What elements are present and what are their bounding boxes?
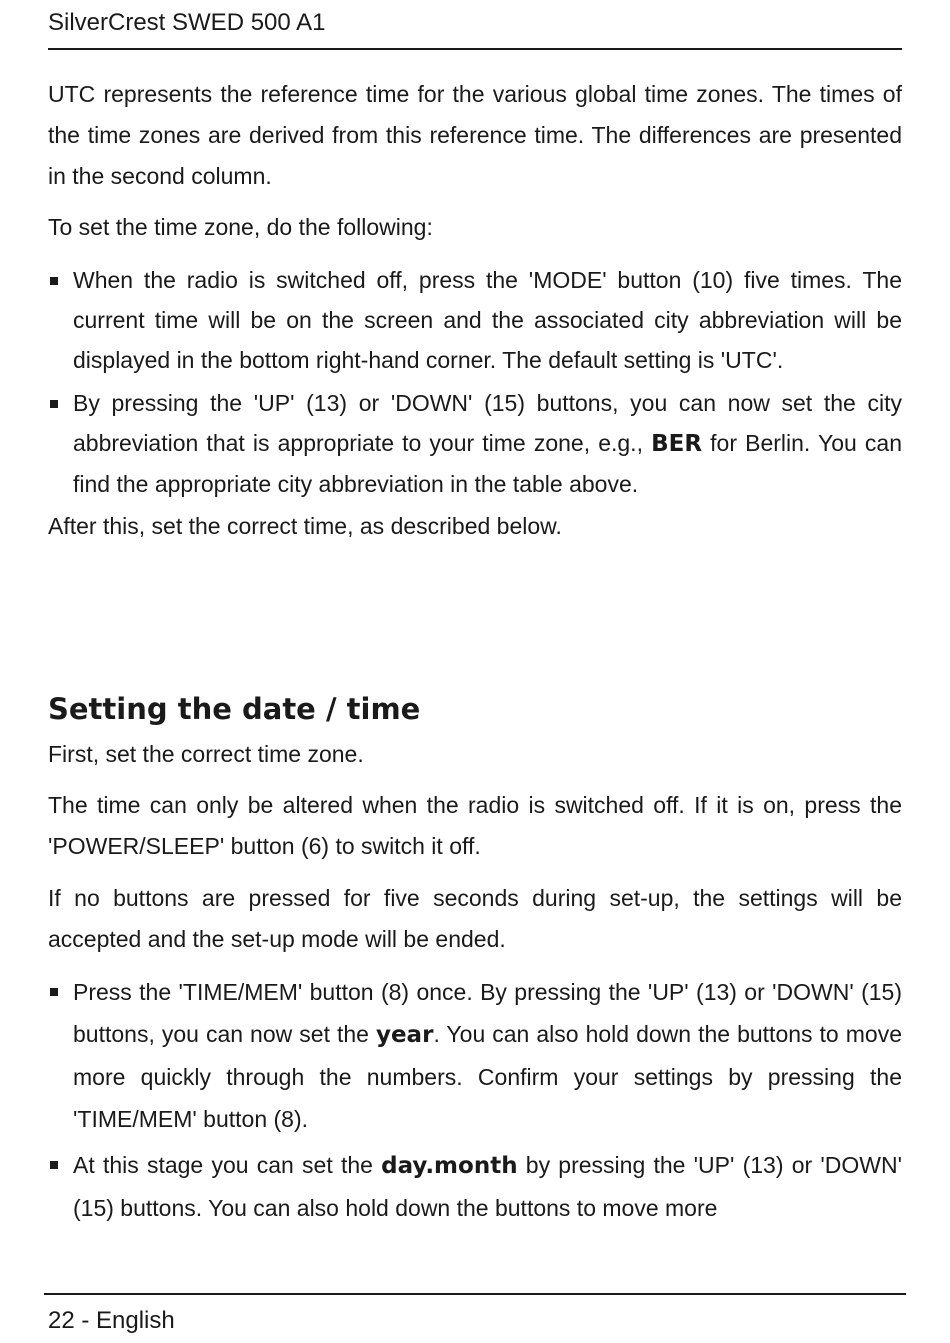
section-paragraph-timezone [48, 734, 902, 775]
section-heading: Setting the date / time [48, 692, 421, 726]
list-item-text: for Berlin. You can find the appropriate city abbreviation in the table above. [73, 430, 903, 497]
paragraph-text: First, set the correct time zone. [48, 741, 364, 767]
header-rule [48, 48, 902, 50]
intro-paragraph-after [48, 506, 902, 547]
keyword-day-month: day.month [381, 1153, 518, 1179]
bullet-square-icon [50, 400, 58, 408]
keyword-year: year [375, 1022, 434, 1048]
list-item-text: . You can also hold down the buttons to move more quickly through the numbers. Confirm your settings by pressing the 'TIME/MEM' button (8). [73, 1021, 902, 1132]
intro-paragraph-utc [48, 74, 902, 197]
list-item-text: by pressing the 'UP' (13) or 'DOWN' (15) buttons. You can also hold down the buttons to move more [73, 1152, 902, 1221]
intro-paragraph-steps [48, 207, 902, 248]
list-item-text: When the radio is switched off, press the 'MODE' button (10) five times. The current time will be on the screen and the associated city abbreviation will be displayed in the bottom right-hand corner. The default setting is 'UTC'. [73, 267, 902, 373]
bullet-square-icon [50, 988, 58, 996]
date-time-steps-list [48, 971, 902, 1229]
section-paragraph-power [48, 785, 902, 867]
list-item-text: Press the 'TIME/MEM' button (8) once. By pressing the 'UP' (13) or 'DOWN' (15) buttons, you can now set the [73, 979, 902, 1047]
city-code-ber: BER [651, 431, 703, 457]
bullet-square-icon [50, 277, 58, 285]
paragraph-text: The time can only be altered when the radio is switched off. If it is on, press the 'POWER/SLEEP' button (6) to switch it off. [48, 792, 902, 859]
paragraph-text: UTC represents the reference time for the various global time zones. The times of the time zones are derived from this reference time. The differences are presented in the second column. [48, 81, 902, 189]
page-number: 22 - English [48, 1307, 175, 1334]
running-header: SilverCrest SWED 500 A1 [48, 9, 326, 36]
list-item-text: By pressing the 'UP' (13) or 'DOWN' (15) buttons, you can now set the city abbreviation that is appropriate to your time zone, e.g., [73, 390, 902, 456]
list-item-text: At this stage you can set the [73, 1152, 382, 1178]
bullet-square-icon [50, 1161, 58, 1169]
list-item [48, 383, 902, 504]
paragraph-text: If no buttons are pressed for five seconds during set-up, the settings will be accepted and the set-up mode will be ended. [48, 885, 902, 952]
section-paragraph-timeout [48, 878, 902, 960]
list-item [48, 260, 902, 380]
footer-rule [44, 1293, 906, 1295]
time-zone-steps-list [48, 260, 902, 504]
list-item [48, 971, 902, 1140]
paragraph-text: After this, set the correct time, as described below. [48, 513, 562, 539]
paragraph-text: To set the time zone, do the following: [48, 214, 433, 240]
manual-page [48, 0, 902, 1343]
list-item [48, 1144, 902, 1229]
